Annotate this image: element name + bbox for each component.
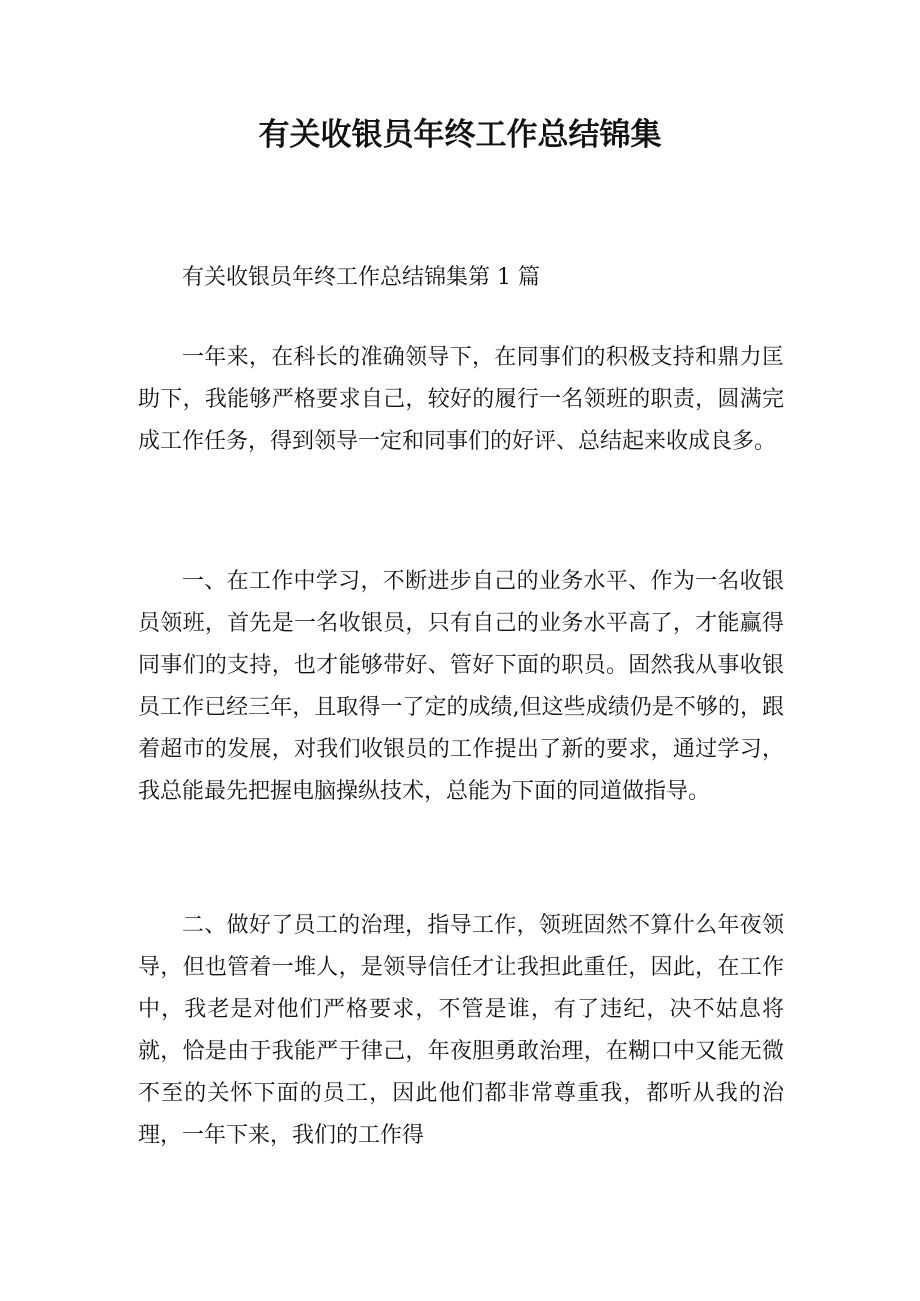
section-heading: 有关收银员年终工作总结锦集第 1 篇 <box>182 265 540 290</box>
body-paragraph-1: 一年来，在科长的准确领导下，在同事们的积极支持和鼎力匡助下，我能够严格要求自己，较好的履行一名领班的职责，圆满完成工作任务，得到领导一定和同事们的好评、总结起来收成良多。 <box>138 345 784 454</box>
body-paragraph-3: 二、做好了员工的治理，指导工作，领班固然不算什么年夜领导，但也管着一堆人，是领导信任才让我担此重任，因此，在工作中，我老是对他们严格要求，不管是谁，有了违纪，决不姑息将就，恰是由于我能严于律己，年夜胆勇敢治理，在糊口中又能无微不至的关怀下面的员工，因此他们都非常尊重我，都听从我的治理，一年下来，我们的工作得 <box>138 913 784 1148</box>
body-paragraph-2: 一、在工作中学习，不断进步自己的业务水平、作为一名收银员领班，首先是一名收银员，只有自己的业务水平高了，才能赢得同事们的支持，也才能够带好、管好下面的职员。固然我从事收银员工作已经三年，且取得一了定的成绩,但这些成绩仍是不够的，跟着超市的发展，对我们收银员的工作提出了新的要求，通过学习，我总能最先把握电脑操纵技术，总能为下面的同道做指导。 <box>138 569 784 804</box>
document-title: 有关收银员年终工作总结锦集 <box>258 117 662 153</box>
